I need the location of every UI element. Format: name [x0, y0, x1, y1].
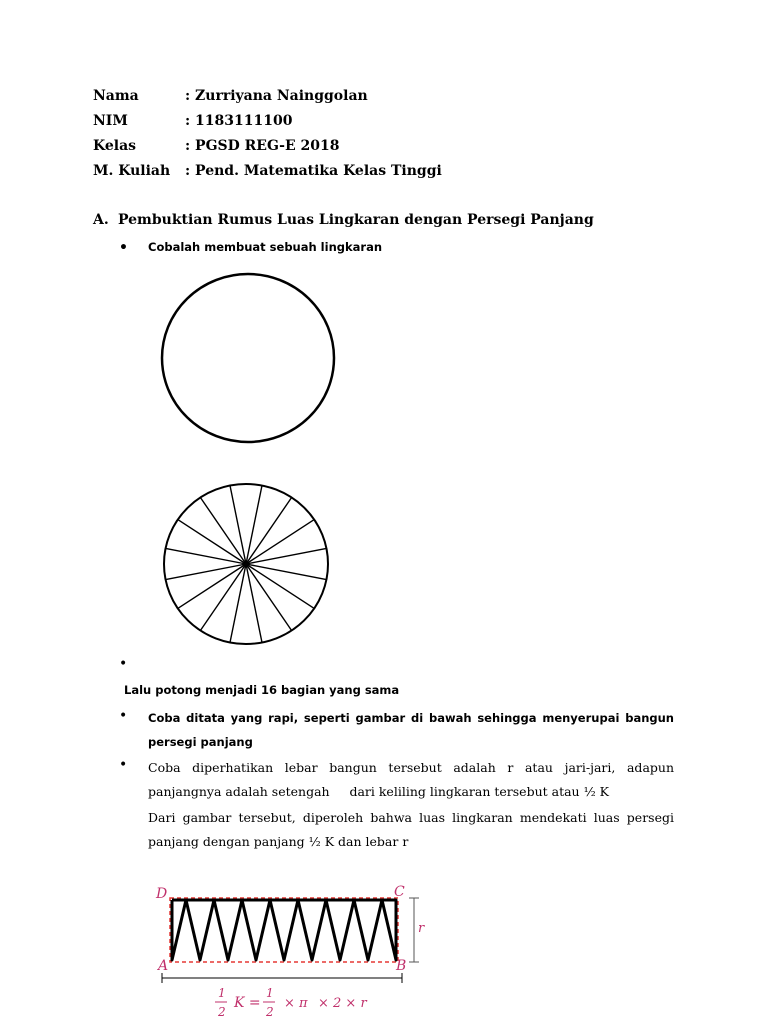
formula-times-pi: × π — [284, 996, 308, 1011]
section-letter: A. — [93, 212, 109, 228]
label-a: A — [158, 958, 169, 974]
bullet-icon: • — [119, 656, 128, 672]
bullet-icon: • — [119, 240, 128, 256]
formula-half2-denominator: 2 — [266, 1005, 274, 1019]
rectangle-figure — [140, 880, 440, 1020]
label-r: r — [418, 921, 425, 936]
circle-outline — [162, 274, 334, 442]
formula-half2-numerator: 1 — [266, 986, 274, 1000]
nama-value: : Zurriyana Nainggolan — [185, 88, 368, 104]
bullet-3-text: Coba ditata yang rapi, seperti gambar di bawah sehingga menyerupai bangun persegi panjang — [148, 711, 674, 749]
nim-label: NIM — [93, 113, 128, 129]
kuliah-value: : Pend. Matematika Kelas Tinggi — [185, 163, 442, 179]
circle-figure — [160, 272, 340, 452]
info-row-nim — [93, 111, 442, 136]
formula-k: K = — [234, 995, 261, 1011]
bullet-4-continuation: Dari gambar tersebut, diperoleh bahwa luas lingkaran mendekati luas persegi panjang dengan panjang ½ K dan lebar r — [148, 810, 674, 849]
bullet-1-text: Cobalah membuat sebuah lingkaran — [148, 240, 383, 254]
bullet-icon: • — [119, 708, 128, 724]
label-d: D — [156, 886, 168, 902]
section-title-text: Pembuktian Rumus Luas Lingkaran dengan Persegi Panjang — [118, 212, 594, 228]
kelas-value: : PGSD REG-E 2018 — [185, 138, 340, 154]
label-c: C — [394, 884, 405, 900]
section-title — [93, 212, 594, 228]
nama-label: Nama — [93, 88, 139, 104]
kuliah-label: M. Kuliah — [93, 163, 171, 179]
nim-value: : 1183111100 — [185, 113, 293, 129]
dashed-rectangle — [170, 898, 398, 962]
info-row-kuliah — [93, 161, 442, 186]
bullet-2-caption: Lalu potong menjadi 16 bagian yang sama — [124, 683, 400, 697]
info-row-nama — [93, 86, 442, 111]
circle-spokes — [166, 486, 327, 643]
info-row-kelas — [93, 136, 442, 161]
bullet-4-text: Coba diperhatikan lebar bangun tersebut adalah r atau jari-jari, adapun panjangnya adalah setengah dari keliling lingkaran tersebut atau ½ K — [148, 760, 678, 799]
formula-half-numerator: 1 — [218, 986, 226, 1000]
divided-circle-figure — [160, 482, 335, 652]
formula-tail: × 2 × r — [318, 996, 367, 1011]
student-info — [93, 86, 442, 186]
kelas-label: Kelas — [93, 138, 137, 154]
formula-half-denominator: 2 — [218, 1005, 226, 1019]
bullet-icon: • — [119, 757, 128, 773]
sector-arrangement — [172, 900, 396, 960]
label-b: B — [396, 958, 407, 974]
